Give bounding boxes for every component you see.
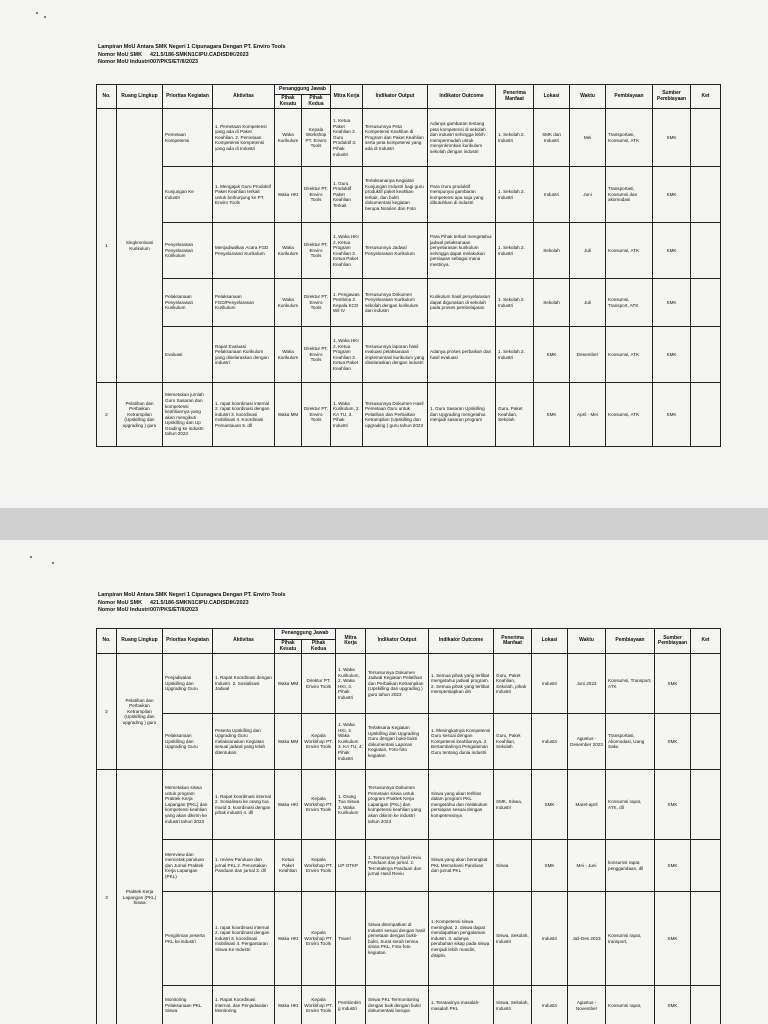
col-header: Pihak Kedua: [302, 640, 336, 654]
cell-output: Tersusunnya Dokumen Hasil Pemetaan Guru untuk Pelatihan dan Perbaikan Ketrampilan (Upskilling dan upgrading ) guru tahun 2023: [363, 383, 428, 447]
cell-mitra: 1. Waka Kurikulum, 2. Waka HKI, 3. Pihak Industri: [336, 654, 366, 714]
cell-penerima: 1. Sekolah 2. Industri: [496, 223, 534, 279]
activity-table: [96, 628, 721, 1024]
cell-prioritas: Mereview dan mencetak panduan dan Jurnal Praktek Kerja Lapangan (PKL): [163, 840, 213, 892]
cell-aktivitas: Pelaksanaan FGD/Penyelarasan Kurikulum: [213, 279, 275, 327]
cell-lokasi: SMK: [532, 840, 568, 892]
cell-aktivitas: 1. rapat koordinasi internal 2. rapat koordinasi dengan industri 3. koordinasi mobilisasi 4. Koordinasi Pemantauan 5. dll: [213, 383, 275, 447]
cell-ruang: Singkronisasi Kurikulum: [117, 109, 163, 383]
cell-aktivitas: 1. Pemetaan Kompetensi yang ada di Paket Keahlian. 2. Pemetaan Kompetensi kompetensi yang ada di Industri: [213, 109, 275, 167]
cell-waktu: Juni 2023: [568, 654, 606, 714]
cell-pj2: Direktur PT. Enviro Tools: [302, 327, 331, 383]
cell-output: Siswa PKL Termonitoring dengan baik dengan bukti dokumentasi berupa: [366, 986, 429, 1024]
table-row: [97, 840, 721, 892]
cell-outcome: Kurikulum hasil penyelarasan dapat digunakan di sekolah pada proses pembelajaran: [428, 279, 496, 327]
cell-pembiayaan: Konsumsi, ATK: [606, 327, 653, 383]
cell-waktu: Juli: [570, 223, 606, 279]
cell-output: Tersusunnya Jadwal Penyelarasan Kurikulum: [363, 223, 428, 279]
cell-pj1: Waka MM: [275, 714, 302, 770]
cell-pj1: Waka HKI: [275, 986, 302, 1024]
table-row: [97, 109, 721, 167]
cell-pj1: Waka Kurikulum: [275, 223, 302, 279]
cell-ket: [691, 279, 721, 327]
cell-penerima: 1. Sekolah 2. Industri: [496, 109, 534, 167]
cell-waktu: Desember: [570, 327, 606, 383]
cell-no: 2: [97, 654, 117, 770]
cell-sumber: SMK: [653, 383, 691, 447]
cell-prioritas: Kunjungan Ke Industri: [163, 167, 213, 223]
cell-mitra: 1. Waka Kurikulum, 2. KA TU, 3. Pihak Industri: [331, 383, 363, 447]
cell-pj2: Kepala Workshop PT. Enviro Tools: [302, 840, 336, 892]
meta-value: 007/PKS/ET/II/2023: [150, 607, 198, 613]
cell-lokasi: Industri: [532, 986, 568, 1024]
cell-mitra: Travel: [336, 892, 366, 986]
cell-ket: [691, 167, 721, 223]
cell-pembiayaan: Konsumsi, Transport, ATK: [606, 279, 653, 327]
document-page-2: [0, 540, 768, 1024]
col-header: Pihak Kedua: [302, 95, 331, 109]
cell-ket: [691, 654, 721, 714]
cell-prioritas: Penyelarasan Penyelarasan Kurikulum: [163, 223, 213, 279]
document-title: Lampiran MoU Antara SMK Negeri 1 Cipunagara Dengan PT. Enviro Tools: [98, 44, 286, 50]
cell-outcome: Para Guru produktif mempunyai gambaran kompetensi apa saja yang dibutuhkan di industri: [428, 167, 496, 223]
cell-pj1: Waka Kurikulum: [275, 279, 302, 327]
cell-ket: [691, 770, 721, 840]
cell-outcome: 1. Meningkatnya Kompetensi Guru sesuai dengan Kompetensi keahliannya. 2. Bertambahnya Pengalaman Guru tentang dunia industri: [429, 714, 494, 770]
scan-speck: [36, 12, 38, 14]
col-header: Pembiayaan: [606, 629, 655, 654]
document-header: [98, 44, 286, 67]
cell-mitra: 1. Waka HKI, 2. Waka Kurikulum 3. KA TU, 4. Pihak Industri: [336, 714, 366, 770]
cell-no: 1: [97, 109, 117, 383]
cell-pj1: Waka HKI: [275, 892, 302, 986]
scan-speck: [30, 556, 32, 558]
meta-value: 007/PKS/ET/II/2023: [150, 59, 198, 65]
cell-lokasi: SMK: [532, 770, 568, 840]
table-row: [97, 714, 721, 770]
col-header: Pembiayaan: [606, 85, 653, 109]
table-row: [97, 279, 721, 327]
cell-ket: [691, 109, 721, 167]
cell-pembiayaan: Konsumsi rapat,: [606, 986, 655, 1024]
cell-outcome: Adanya proses perbaikan dari hasil evaluasi: [428, 327, 496, 383]
cell-aktivitas: 1. Rapat Koordinasi internal, dan Penjadwalan Monitoring: [213, 986, 275, 1024]
cell-output: Terlaksana Kegiatan Upskilling dan Upgrading Guru dengan bukti-bukti dokumentasi Laporan Kegiatan, Foto-foto kegiatan.: [366, 714, 429, 770]
cell-sumber: SMK: [655, 714, 691, 770]
cell-aktivitas: 1. Rapat Koordinasi dengan Industri. 2. Sosialisasi Jadwal: [213, 654, 275, 714]
cell-pj1: Waka Kurikulum: [275, 327, 302, 383]
document-page-1: [0, 0, 768, 508]
meta-value: 421.5/186-SMKN1CIPU.CADISDIK/2023: [150, 51, 249, 58]
col-header: Penanggung Jawab: [275, 85, 331, 95]
cell-penerima: SMK, Siswa, Industri: [494, 770, 532, 840]
cell-ket: [691, 327, 721, 383]
cell-pembiayaan: konsumsi rapat, penggandaan, dll: [606, 840, 655, 892]
cell-pembiayaan: Konsumsi, ATK: [606, 383, 653, 447]
table-row: [97, 327, 721, 383]
cell-prioritas: Pelaksanaan Upskilling dan Upgrading Guru: [163, 714, 213, 770]
col-header: Indikator Outcome: [428, 85, 496, 109]
cell-mitra: 1. Ketua Paket Keahlian 2. Guru Produktif 3. Pihak Industri: [331, 109, 363, 167]
cell-ket: [691, 892, 721, 986]
col-header: Penanggung Jawab: [275, 629, 336, 640]
cell-ket: [691, 223, 721, 279]
cell-lokasi: Sekolah: [534, 223, 570, 279]
col-header: Sumber Pembiayaan: [653, 85, 691, 109]
cell-output: Terlaksananya Kegiatan Kunjungan Industri bagi guru produktif paket keahlian terkait, dan bukti dokumentasi kegiatan berupa Notulen dan Foto: [363, 167, 428, 223]
col-header: Lokasi: [534, 85, 570, 109]
cell-no: 3: [97, 770, 117, 1024]
col-header: Aktivitas: [213, 85, 275, 109]
cell-mitra: 1. Waka HKI 2. Ketua Program Keahlian 3. Ketua Paket Keahlian: [331, 223, 363, 279]
cell-outcome: Para Pihak terkait mengetahui jadwal pelaksanaan penyelarasan kurikulum sehingga dapat melakukan persiapan sebagai mana mestinya.: [428, 223, 496, 279]
col-header: Pihak Kesatu: [275, 95, 302, 109]
cell-penerima: 1. Sekolah 2. Industri: [496, 279, 534, 327]
cell-lokasi: Sekolah: [534, 279, 570, 327]
cell-pj2: Kepala Workshop PT. Enviro Tools: [302, 770, 336, 840]
cell-output: Tersusunnya Dokumen Penyelarasan Kurikulum sekolah dengan kurikulum dari industri: [363, 279, 428, 327]
cell-prioritas: Pelaksanaan Penyelarasan Kurikulum: [163, 279, 213, 327]
table-row: [97, 892, 721, 986]
cell-lokasi: Industri: [534, 167, 570, 223]
cell-penerima: 1. Sekolah 2. Industri: [496, 167, 534, 223]
cell-outcome: 1. Semua pihak yang terlibat mengetahui jadwal program. 2. Semua pihak yang terlibat mempersiapkan diri: [429, 654, 494, 714]
cell-waktu: April - Mei: [570, 383, 606, 447]
cell-pembiayaan: Konsumsi rapat, transport,: [606, 892, 655, 986]
cell-penerima: Guru, Paket Keahlian, Sekolah, pihak Industri: [494, 654, 532, 714]
cell-outcome: 1. Guru Sasaran Upskilling dan Upgrading mengetahui menjadi sasaran program: [428, 383, 496, 447]
col-header: Penerima Manfaat: [496, 85, 534, 109]
cell-pj2: Kepala Workshop PT. Enviro Tools: [302, 892, 336, 986]
meta-key: Nomor MoU SMK: [98, 51, 143, 58]
cell-waktu: Juli: [570, 279, 606, 327]
scan-speck: [44, 16, 46, 18]
cell-pj2: Direktur PT. Enviro Tools: [302, 279, 331, 327]
cell-output: Tersusunnya Dokumen Jadwal Kegiatan Pelatihan dan Perbaikan Ketrampilan (Upskilling dan upgrading ) guru tahun 2023: [366, 654, 429, 714]
cell-penerima: Guru, Paket Keahlian, Sekolah: [494, 714, 532, 770]
cell-pj2: Direktur PT. Enviro Tools: [302, 167, 331, 223]
cell-outcome: 1. Kompetensi siswa meningkat, 2. Siswa dapat mendapatkan pengalaman industri. 3. adanya perubahan sikap pada siswa menjadi lebih mandiri, disiplin.: [429, 892, 494, 986]
cell-penerima: 1. Sekolah 2. Industri: [496, 327, 534, 383]
table-row: [97, 654, 721, 714]
cell-ruang: Pelatihan dan Perbaikan Ketrampilan (Upskilling dan upgrading ) guru: [117, 383, 163, 447]
page-gap: [0, 508, 768, 540]
cell-aktivitas: 1. review Panduan dan jurnal PKL 2. Pencetakan Panduan dan jurnal 3. dll: [213, 840, 275, 892]
cell-sumber: SMK: [655, 654, 691, 714]
cell-lokasi: SMK: [534, 327, 570, 383]
cell-waktu: Agustus - Desember 2023: [568, 714, 606, 770]
cell-waktu: Agustus - November: [568, 986, 606, 1024]
cell-mitra: 1. Guru Produktif Paket Keahlian Terkait: [331, 167, 363, 223]
cell-mitra: 1. Pengawas Pembina 2. Kepala KCD Wil IV: [331, 279, 363, 327]
cell-ket: [691, 383, 721, 447]
table-row: [97, 167, 721, 223]
meta-key: Nomor MoU SMK: [98, 599, 143, 606]
cell-lokasi: SMK dan Industri: [534, 109, 570, 167]
cell-penerima: Siswa, Sekolah, Industri: [494, 986, 532, 1024]
cell-aktivitas: Peserta Upskilling dan Upgrading Guru melaksanakan Kegiatan sesuai jadwal yang telah ditentukan.: [213, 714, 275, 770]
cell-sumber: SMK: [655, 986, 691, 1024]
cell-output: Tersusunnya laporan hasil evaluasi pelaksanaan implementasi kurikulum yang diselaraskan dengan industri: [363, 327, 428, 383]
cell-pj1: Waka MM: [275, 654, 302, 714]
cell-mitra: 1. Waka HKI 2. Ketua Program Keahlian 3. Ketua Paket Keahlian: [331, 327, 363, 383]
cell-pj1: Waka HKI: [275, 770, 302, 840]
scan-speck: [52, 562, 54, 564]
cell-waktu: Maret-april: [568, 770, 606, 840]
col-header: Indikator Output: [366, 629, 429, 654]
cell-pembiayaan: Konsumsi, Transport, ATK: [606, 654, 655, 714]
activity-table: [96, 84, 721, 447]
cell-prioritas: Memetakan siswa untuk program Praktek Kerja Lapangan (PKL) dan kompetensi keahlian yang akan dikirim ke industri tahun 2023: [163, 770, 213, 840]
cell-prioritas: Penjadwalan Upskilling dan Upgrading Guru: [163, 654, 213, 714]
cell-pembiayaan: Konsumsi rapat, ATK, dll: [606, 770, 655, 840]
col-header: Lokasi: [532, 629, 568, 654]
meta-key: Nomor MoU Industri: [98, 59, 150, 65]
cell-pj1: Waka HKI: [275, 167, 302, 223]
meta-value: 421.5/186-SMKN1CIPU.CADISDIK/2023: [150, 599, 249, 606]
col-header: Pihak Kesatu: [275, 640, 302, 654]
cell-pembiayaan: Transportasi, Konsumsi dan akomodasi: [606, 167, 653, 223]
cell-lokasi: Industri: [532, 714, 568, 770]
col-header: Mitra Kerja: [331, 85, 363, 109]
cell-output: 1. Tersusunnya hasil reviu Panduan dan jurnal. 2. Tercetaknya Panduan dan jurnal Hasil Reviu: [366, 840, 429, 892]
cell-prioritas: Pemetaan Kompetensi: [163, 109, 213, 167]
cell-waktu: Juni: [570, 167, 606, 223]
cell-ket: [691, 840, 721, 892]
table-row: [97, 986, 721, 1024]
cell-output: Tersusunnya Dokumen Pemetaan siswa untuk program Praktek Kerja Lapangan (PKL) dan kompetensi keahlian yang akan dikirim ke industri tahun 2023: [366, 770, 429, 840]
cell-penerima: Guru, Paket Keahlian, Sekolah: [496, 383, 534, 447]
col-header: Waktu: [570, 85, 606, 109]
cell-sumber: SMK: [653, 279, 691, 327]
cell-sumber: SMK: [655, 770, 691, 840]
cell-sumber: SMK: [653, 327, 691, 383]
cell-ruang: Pelatihan dan Perbaikan Ketrampilan (Upskilling dan upgrading ) guru: [117, 654, 163, 770]
cell-lokasi: Industri: [532, 654, 568, 714]
cell-pj2: Kepala Workshop PT. Enviro Tools: [302, 109, 331, 167]
cell-output: Siswa ditempatkan di Industri sesuai dengan hasil pemetaan dengan bukti-bukti, Surat serah terima siswa PKL, Foto-foto kegiatan.: [366, 892, 429, 986]
cell-aktivitas: 1. rapat koordinasi internal 2. rapat koordinasi dengan industri 3. koordinasi mobilisasi 4. Pengantaran Siswa Ke Industri: [213, 892, 275, 986]
col-header: Prioritas Kegiatan: [163, 85, 213, 109]
col-header: Aktivitas: [213, 629, 275, 654]
table-header-row: [97, 85, 721, 95]
cell-ket: [691, 986, 721, 1024]
cell-pembiayaan: Konsumsi, ATK: [606, 223, 653, 279]
document-title: Lampiran MoU Antara SMK Negeri 1 Cipunagara Dengan PT. Enviro Tools: [98, 592, 286, 598]
col-header: Waktu: [568, 629, 606, 654]
cell-aktivitas: Rapat Evaluasi Pelaksanaan Kurikulum yang diselaraskan dengan industri: [213, 327, 275, 383]
cell-pj2: Kepala Workshop PT. Enviro Tools: [302, 986, 336, 1024]
cell-sumber: SMK: [653, 223, 691, 279]
col-header: Prioritas Kegiatan: [163, 629, 213, 654]
cell-waktu: Mei - Juni: [568, 840, 606, 892]
col-header: Ruang Lingkup: [117, 85, 163, 109]
cell-pj2: Direktur PT. Enviro Tools: [302, 383, 331, 447]
cell-penerima: Siswa: [494, 840, 532, 892]
cell-pj1: Waka Kurikulum: [275, 109, 302, 167]
cell-pj2: Direktur PT. Enviro Tools: [302, 223, 331, 279]
col-header: Indikator Outcome: [429, 629, 494, 654]
table-row: [97, 383, 721, 447]
cell-sumber: SMK: [655, 892, 691, 986]
table-row: [97, 223, 721, 279]
cell-pembiayaan: Transportasi, Akomodasi, Uang Saku: [606, 714, 655, 770]
cell-prioritas: Memetakan jumlah Guru Sasaran dan kompetensi keahliannya yang akan mengikuti Upskilling dan Up Grading ke industri tahun 2023: [163, 383, 213, 447]
col-header: Indikator Output: [363, 85, 428, 109]
cell-no: 2: [97, 383, 117, 447]
col-header: Mitra Kerja: [336, 629, 366, 654]
cell-sumber: SMK: [653, 109, 691, 167]
cell-outcome: Adanya gambaran tentang peta kompetensi di sekolah dan industri sehingga lebih mempermudah untuk menyinkronkan kurikulum sekolah dengan industri: [428, 109, 496, 167]
cell-outcome: Siswa yang akan terlibat dalam program PKL mengetahui dan melakukan persiapan sesuai dengan kompetensinya: [429, 770, 494, 840]
cell-pj2: Direktur PT. Enviro Tools: [302, 654, 336, 714]
document-header: [98, 592, 286, 615]
col-header: No.: [97, 629, 117, 654]
cell-output: Tersusunnya Peta Kompetensi Keahlian di Program dan Paket Keahlian serta peta kompetensi yang ada di Industri: [363, 109, 428, 167]
cell-aktivitas: 1. Mengajak Guru Produktif Paket Keahlian terkait untuk berkunjung ke PT. Enviro Tools: [213, 167, 275, 223]
cell-mitra: UP OTKP: [336, 840, 366, 892]
table-row: [97, 770, 721, 840]
cell-waktu: Mei: [570, 109, 606, 167]
col-header: Ket: [691, 629, 721, 654]
cell-mitra: 1. Orang Tua Siswa 2. Waka Kurikulum: [336, 770, 366, 840]
cell-pj1: Ketua Paket Keahlian: [275, 840, 302, 892]
cell-lokasi: Industri: [532, 892, 568, 986]
cell-mitra: Pembimbing Industri: [336, 986, 366, 1024]
cell-pj2: Kepala Workshop PT. Enviro Tools: [302, 714, 336, 770]
cell-outcome: Siswa yang akan berangkat PKL Memahami Panduan dan jurnal PKL: [429, 840, 494, 892]
cell-aktivitas: 1. Rapat koordinasi internal 2. Sosialisasi ke orang tua murid 3. koordinasi dengan pihak industri 4. dll: [213, 770, 275, 840]
cell-penerima: Siswa, Sekolah, Industri: [494, 892, 532, 986]
col-header: Ruang Lingkup: [117, 629, 163, 654]
cell-prioritas: Monitoring Pelaksanaan PKL Siswa: [163, 986, 213, 1024]
cell-waktu: Juli-Des 2023: [568, 892, 606, 986]
col-header: No.: [97, 85, 117, 109]
cell-pembiayaan: Transportasi, Konsumsi, ATK: [606, 109, 653, 167]
cell-outcome: 1. Teratasinya masalah-masalah PKL: [429, 986, 494, 1024]
cell-prioritas: Evaluasi: [163, 327, 213, 383]
cell-ket: [691, 714, 721, 770]
meta-key: Nomor MoU Industri: [98, 607, 150, 613]
cell-sumber: SMK: [655, 840, 691, 892]
cell-aktivitas: Menjadwalkan Acara FGD Penyelarasan Kurikulum: [213, 223, 275, 279]
cell-pj1: Waka MM: [275, 383, 302, 447]
cell-sumber: SMK: [653, 167, 691, 223]
col-header: Sumber Pembiayaan: [655, 629, 691, 654]
cell-prioritas: Pengiriman peserta PKL ke industri: [163, 892, 213, 986]
col-header: Ket: [691, 85, 721, 109]
cell-ruang: Praktek Kerja Lapangan (PKL) Siswa: [117, 770, 163, 1024]
table-header-row: [97, 629, 721, 640]
col-header: Penerima Manfaat: [494, 629, 532, 654]
cell-lokasi: SMK: [534, 383, 570, 447]
